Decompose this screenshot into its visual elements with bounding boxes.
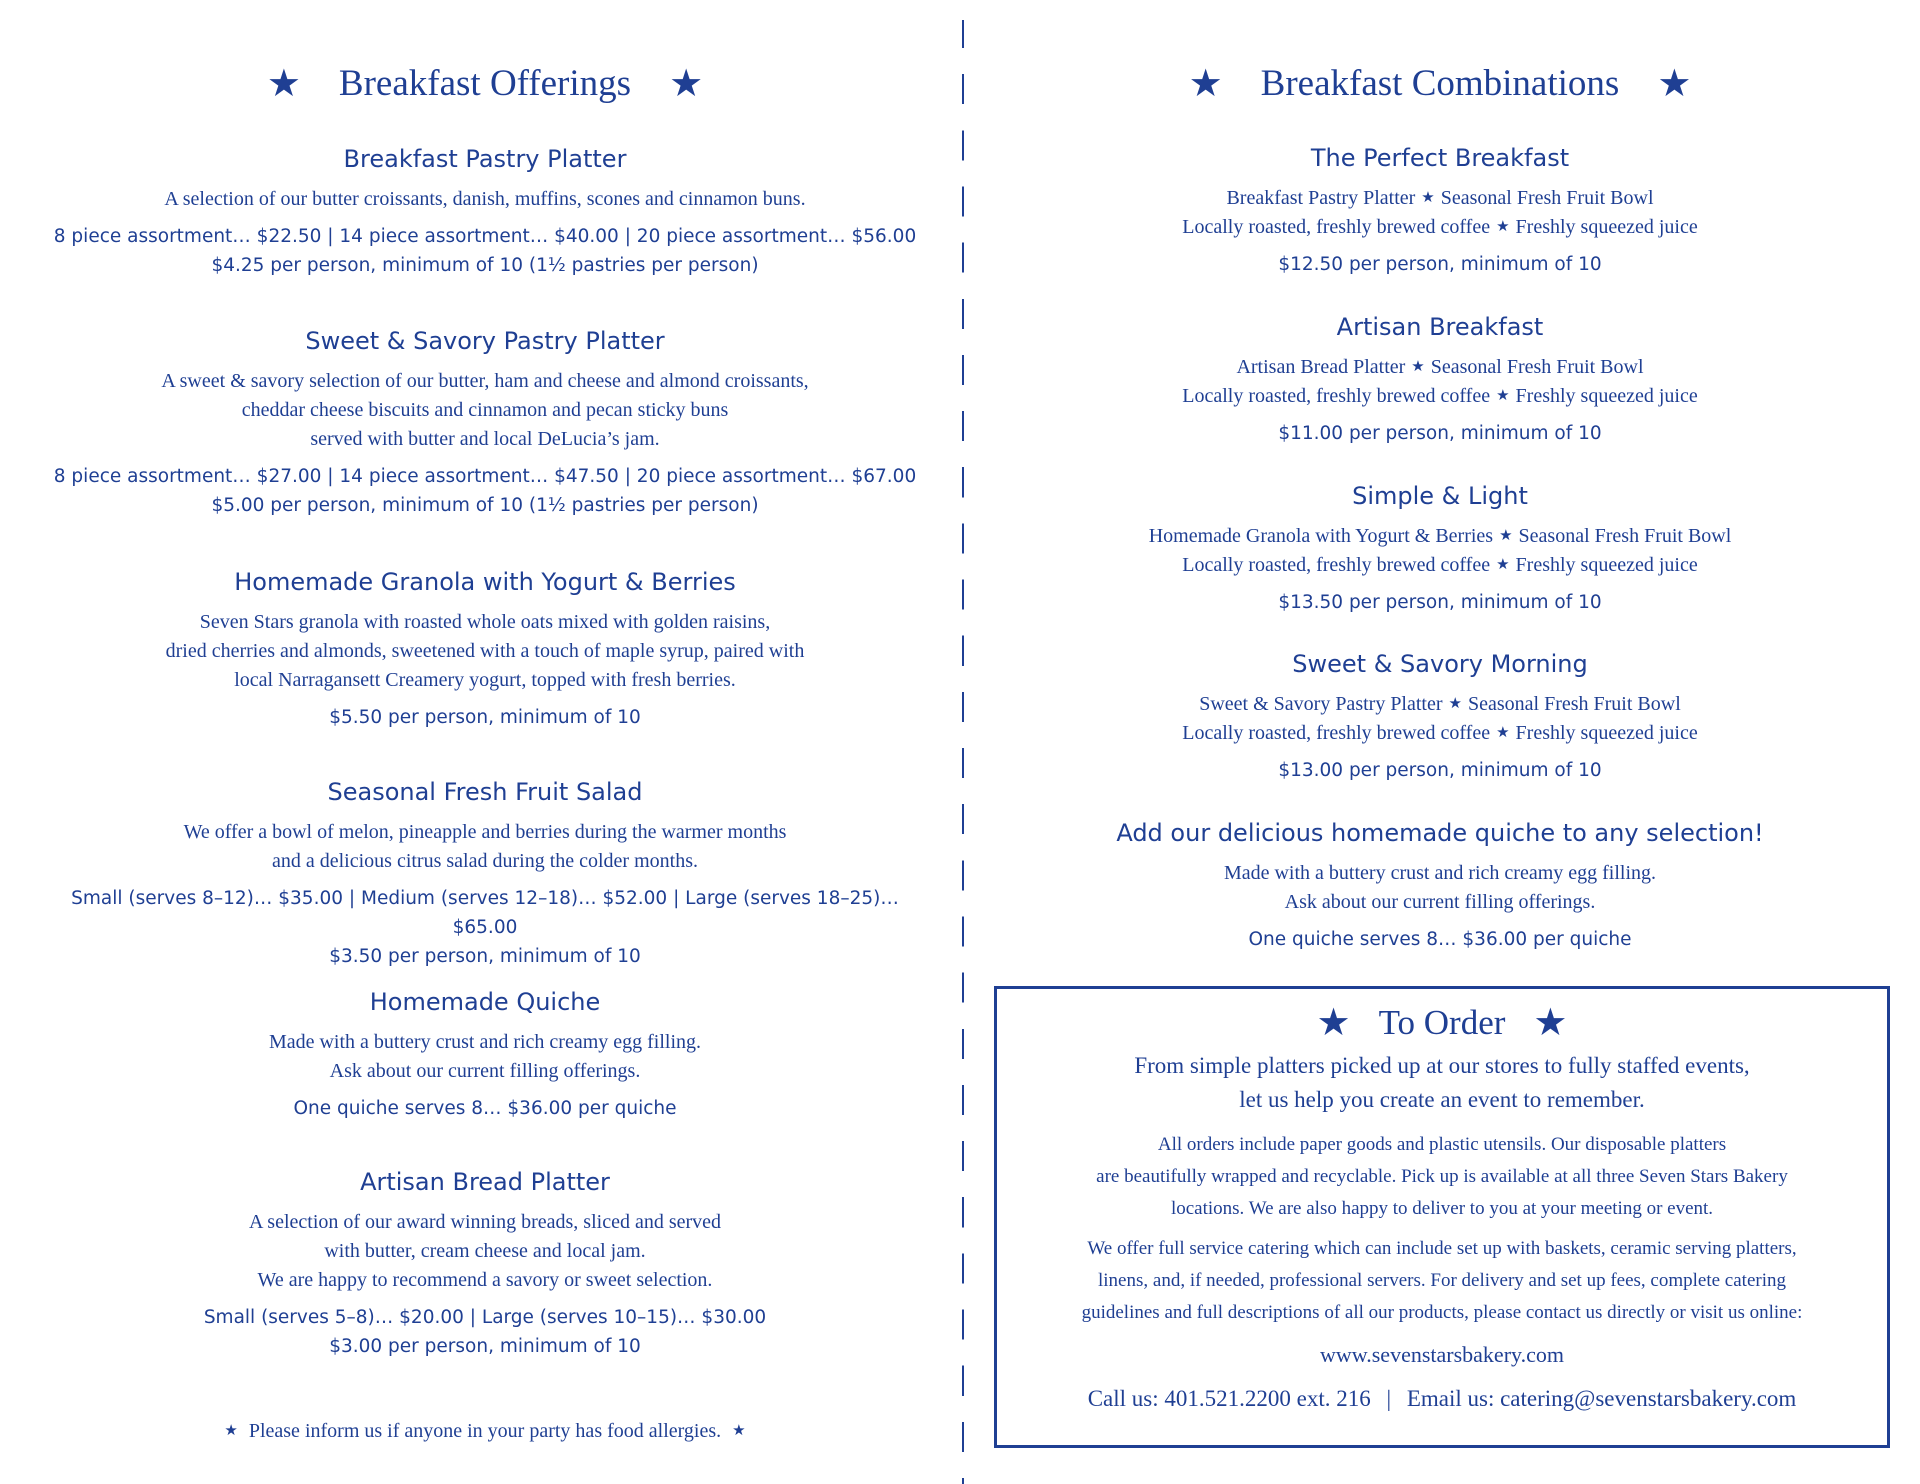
combo-price: $12.50 per person, minimum of 10 [1278,254,1602,276]
to-order-paragraph-line: All orders include paper goods and plastic utensils. Our disposable platters [1157,1134,1727,1155]
combo-line [1000,551,1880,580]
to-order-paragraph-line: locations. We are also happy to deliver to you at your meeting or event. [1170,1198,1714,1219]
combo-line-item: Homemade Granola with Yogurt & Berries [1148,525,1494,548]
item-description: dried cherries and almonds, sweetened with a touch of maple syrup, paired with [165,640,805,663]
star-icon: ★ [1411,359,1425,376]
combo-title: The Perfect Breakfast [1310,144,1570,172]
star-icon: ★ [1188,62,1223,105]
combo-line-item: Freshly squeezed juice [1515,554,1698,577]
combo-sweet-savory-morning [1000,649,1880,785]
combo-line-item: Freshly squeezed juice [1515,216,1698,239]
menu-item-sweet-savory-pastry-platter [40,326,930,520]
to-order-box [994,986,1890,1448]
item-description: Seven Stars granola with roasted whole oats mixed with golden raisins, [199,611,771,634]
item-price: $3.00 per person, minimum of 10 [329,1336,641,1358]
combo-line-item: Freshly squeezed juice [1515,722,1698,745]
item-description: cheddar cheese biscuits and cinnamon and pecan sticky buns [241,399,729,422]
star-icon: ★ [1421,190,1435,207]
item-description: Made with a buttery crust and rich creamy egg filling. [268,1031,702,1054]
combo-line-item: Freshly squeezed juice [1515,385,1698,408]
contact-line [997,1379,1887,1419]
combo-title: Simple & Light [1352,482,1528,510]
item-price: 8 piece assortment… $27.00 | 14 piece assortment… $47.50 | 20 piece assortment… $67.00 [53,466,917,488]
to-order-paragraph-line: We offer full service catering which can include set up with baskets, ceramic serving platters, [1087,1238,1797,1259]
item-description: Ask about our current filling offerings. [329,1060,641,1083]
menu-item-homemade-granola [40,567,930,732]
combo-line-item: Locally roasted, freshly brewed coffee [1182,216,1491,239]
item-title: Homemade Granola with Yogurt & Berries [234,568,736,596]
combo-price: $11.00 per person, minimum of 10 [1278,423,1602,445]
combo-price: $13.50 per person, minimum of 10 [1278,592,1602,614]
star-icon: ★ [669,62,704,105]
combo-line-item: Seasonal Fresh Fruit Bowl [1467,693,1681,716]
quiche-addon-title: Add our delicious homemade quiche to any selection! [1116,819,1764,847]
star-icon: ★ [1496,219,1510,236]
allergy-note [40,1420,930,1443]
star-icon: ★ [1496,725,1510,742]
item-description: A selection of our butter croissants, danish, muffins, scones and cinnamon buns. [164,188,806,211]
star-icon: ★ [1496,557,1510,574]
combo-line-item: Locally roasted, freshly brewed coffee [1182,385,1491,408]
combo-line [1000,382,1880,411]
allergy-note-text: Please inform us if anyone in your party has food allergies. [248,1420,722,1442]
combo-line [1000,719,1880,748]
item-price: Small (serves 8–12)… $35.00 | Medium (serves 12–18)… $52.00 | Large (serves 18–25)… $65.00 [71,888,899,939]
to-order-lead [997,1049,1887,1117]
to-order-paragraph-line: are beautifully wrapped and recyclable. Pick up is available at all three Seven Stars Bakery [1096,1166,1788,1187]
quiche-addon-description: Ask about our current filling offerings. [1284,891,1596,914]
phone-link[interactable]: Call us: 401.521.2200 ext. 216 [1087,1386,1371,1411]
menu-item-artisan-bread-platter [40,1167,930,1361]
website-link[interactable]: www.sevenstarsbakery.com [1320,1342,1564,1367]
combo-line-item: Seasonal Fresh Fruit Bowl [1430,356,1644,379]
item-description: A selection of our award winning breads, sliced and served [248,1211,722,1234]
combo-line [1000,184,1880,213]
item-price: $4.25 per person, minimum of 10 (1½ pastries per person) [211,255,759,277]
item-price: $3.50 per person, minimum of 10 [329,946,641,968]
item-price: $5.50 per person, minimum of 10 [329,707,641,729]
combo-line-item: Artisan Bread Platter [1236,356,1406,379]
menu-item-seasonal-fruit-salad [40,777,930,971]
breakfast-combinations-title: Breakfast Combinations [1260,63,1620,104]
item-description: We are happy to recommend a savory or sweet selection. [257,1269,713,1292]
to-order-paragraph-2 [997,1233,1887,1329]
combo-simple-light [1000,481,1880,617]
menu-item-homemade-quiche [40,987,930,1123]
combo-line [1000,522,1880,551]
item-title: Sweet & Savory Pastry Platter [305,327,665,355]
combo-line-item: Locally roasted, freshly brewed coffee [1182,554,1491,577]
item-title: Homemade Quiche [369,988,601,1016]
combo-price: $13.00 per person, minimum of 10 [1278,760,1602,782]
item-description: and a delicious citrus salad during the colder months. [271,850,698,873]
item-price: 8 piece assortment… $22.50 | 14 piece assortment… $40.00 | 20 piece assortment… $56.00 [53,226,917,248]
contact-separator: | [1386,1386,1392,1411]
item-title: Breakfast Pastry Platter [343,145,627,173]
breakfast-offerings-header [40,62,930,105]
quiche-addon [1000,818,1880,954]
to-order-paragraph-line: guidelines and full descriptions of all our products, please contact us directly or visit us online: [1081,1302,1803,1323]
star-icon: ★ [1496,388,1510,405]
item-price: $5.00 per person, minimum of 10 (1½ pastries per person) [211,495,759,517]
to-order-lead-line: From simple platters picked up at our stores to fully staffed events, [1134,1053,1750,1078]
to-order-header [997,1003,1887,1043]
item-description: local Narragansett Creamery yogurt, topped with fresh berries. [234,669,736,692]
breakfast-offerings-title: Breakfast Offerings [338,63,632,104]
combo-line-item: Sweet & Savory Pastry Platter [1199,693,1443,716]
to-order-paragraph-line: linens, and, if needed, professional servers. For delivery and set up fees, complete catering [1098,1270,1786,1291]
combo-line-item: Seasonal Fresh Fruit Bowl [1440,187,1654,210]
column-divider [962,20,964,1484]
to-order-title: To Order [1378,1003,1506,1042]
quiche-addon-price: One quiche serves 8… $36.00 per quiche [1248,929,1632,951]
combo-line [1000,213,1880,242]
combo-perfect-breakfast [1000,143,1880,279]
star-icon: ★ [1657,62,1692,105]
menu-item-breakfast-pastry-platter [40,144,930,280]
star-icon: ★ [1316,1002,1351,1044]
item-title: Seasonal Fresh Fruit Salad [327,778,643,806]
item-description: A sweet & savory selection of our butter, ham and cheese and almond croissants, [161,370,809,393]
item-description: served with butter and local DeLucia’s jam. [310,428,660,451]
combo-line-item: Breakfast Pastry Platter [1226,187,1416,210]
email-link[interactable]: Email us: catering@sevenstarsbakery.com [1406,1386,1797,1411]
combo-line-item: Seasonal Fresh Fruit Bowl [1518,525,1732,548]
combo-line [1000,353,1880,382]
to-order-lead-line: let us help you create an event to remember. [1239,1087,1645,1112]
breakfast-combinations-header [1000,62,1880,105]
star-icon: ★ [1448,696,1462,713]
star-icon: ★ [1533,1002,1568,1044]
item-description: with butter, cream cheese and local jam. [324,1240,646,1263]
combo-title: Artisan Breakfast [1336,313,1544,341]
combo-line [1000,690,1880,719]
star-icon: ★ [1499,528,1513,545]
quiche-addon-description: Made with a buttery crust and rich creamy egg filling. [1223,862,1657,885]
star-icon: ★ [732,1423,746,1439]
star-icon: ★ [266,62,301,105]
to-order-paragraph-1 [997,1129,1887,1225]
item-price: One quiche serves 8… $36.00 per quiche [293,1098,677,1120]
star-icon: ★ [224,1423,238,1439]
item-price: Small (serves 5–8)… $20.00 | Large (serves 10–15)… $30.00 [203,1307,767,1329]
item-description: We offer a bowl of melon, pineapple and berries during the warmer months [183,821,787,844]
item-title: Artisan Bread Platter [360,1168,610,1196]
combo-title: Sweet & Savory Morning [1292,650,1588,678]
combo-line-item: Locally roasted, freshly brewed coffee [1182,722,1491,745]
combo-artisan-breakfast [1000,312,1880,448]
